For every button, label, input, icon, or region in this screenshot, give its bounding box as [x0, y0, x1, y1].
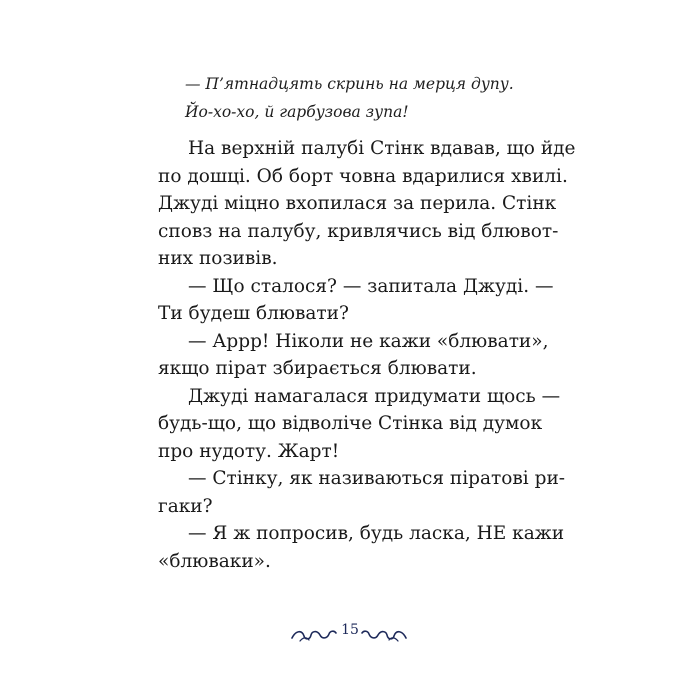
body-text [158, 135, 576, 575]
paragraph-line: — Стінку, як називаються піратові ри- [188, 468, 566, 489]
wave-ornament-icon [360, 626, 408, 644]
paragraph-line: якщо пірат збирається блювати. [158, 358, 477, 379]
paragraph-line: сповз на палубу, кривлячись від блювот- [158, 220, 559, 242]
verse-line-1: — П’ятнадцять скринь на мерця дупу. [185, 75, 514, 93]
verse-block [185, 70, 545, 126]
paragraph-line: На верхній палубі Стінк вдавав, що йде [188, 138, 576, 159]
paragraph-line: про нудоту. Жарт! [158, 440, 340, 462]
paragraph-line: — Що сталося? — запитала Джуді. — [188, 275, 554, 297]
page-footer [0, 622, 700, 652]
paragraph-line: них позивів. [158, 248, 278, 269]
paragraph-line: гаки? [158, 495, 213, 517]
paragraph-line: — Аррр! Ніколи не кажи «блювати», [188, 330, 549, 352]
paragraph-line: по дошці. Об борт човна вдарилися хвилі. [158, 165, 568, 187]
paragraph-line: — Я ж попросив, будь ласка, НЕ кажи [188, 523, 565, 544]
paragraph-line: «блюваки». [158, 550, 271, 572]
paragraph-line: Джуді намагалася придумати щось — [188, 385, 561, 407]
verse-line-2: Йо-хо-хо, й гарбузова зупа! [185, 103, 409, 121]
page-number: 15 [341, 622, 359, 638]
paragraph-line: будь-що, що відволіче Стінка від думок [158, 413, 543, 434]
paragraph-line: Ти будеш блювати? [158, 303, 349, 324]
paragraph-line: Джуді міцно вхопилася за перила. Стінк [158, 193, 557, 214]
